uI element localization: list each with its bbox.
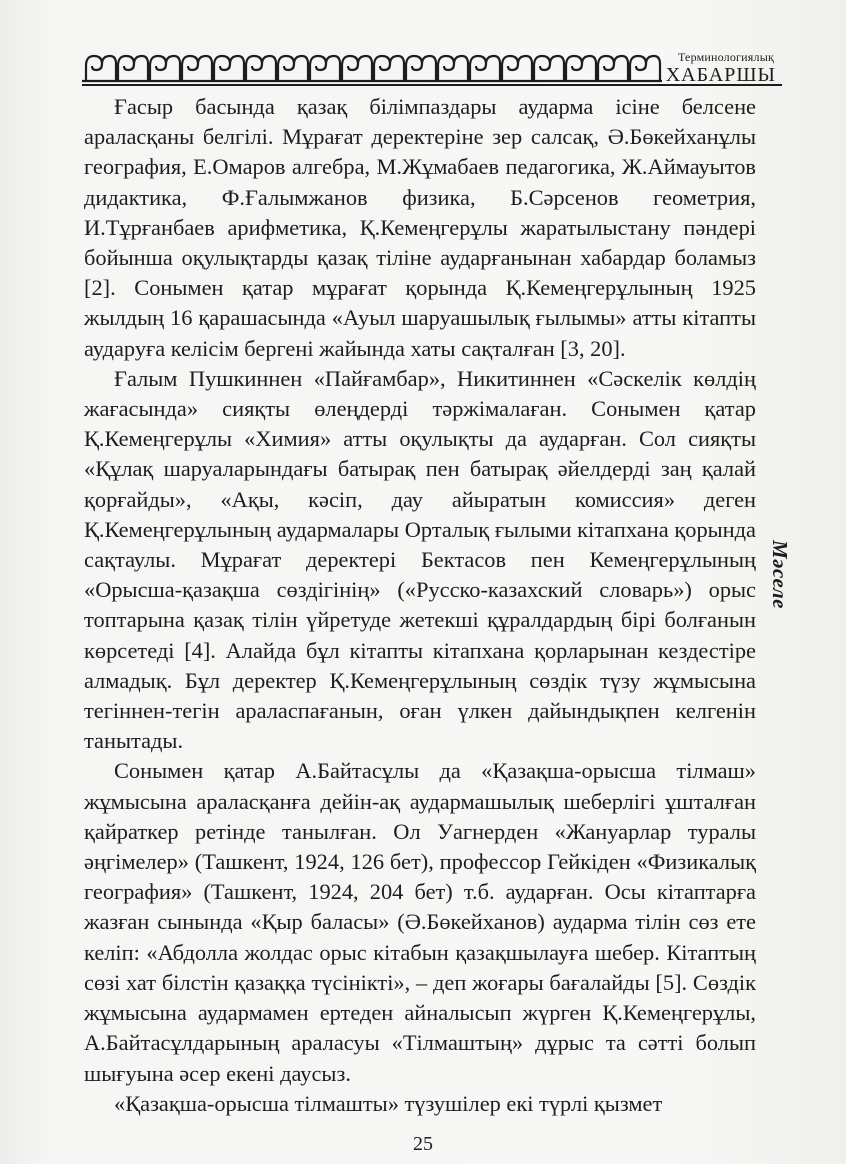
page-number: 25 [413,1133,433,1155]
paragraph: Ғасыр басында қазақ білімпаздары аударма ісіне белсене араласқаны белгілі. Мұрағат деректеріне зер салсақ, Ә.Бөкейханұлы география, Е.Омаров алгебра, М.Жұмабаев педагогика, Ж.Аймауытов дидактика, Ф.Ғалымжанов физика, Б.Сәрсенов геометрия, И.Тұрғанбаев арифметика, Қ.Кемеңгерұлы жаратылыстану пәндері бойынша оқулықтарды қазақ тіліне аударғанынан хабардар боламыз [2]. Сонымен қатар мұрағат қорында Қ.Кемеңгерұлының 1925 жылдың 16 қарашасында «Ауыл шаруашылық ғылымы» атты кітапты аударуға келісім бергені жайында хаты сақталған [3, 20]. [84,94,756,361]
paragraph: Ғалым Пушкиннен «Пайғамбар», Никитиннен «Сәскелік көлдің жағасында» сияқты өлеңдерді тәржімалаған. Сонымен қатар Қ.Кемеңгерұлы «Химия» атты оқулықты да аударған. Сол сияқты «Құлақ шаруаларындағы батырақ пен батырақ әйелдерді заң қалай қорғайды», «Ақы, кәсіп, дау айыратын комиссия» деген Қ.Кемеңгерұлының аудармалары Орталық ғылыми кітапхана қорында сақтаулы. Мұрағат деректері Бектасов пен Кемеңгерұлының «Орысша-қазақша сөздігінің» («Русско-казахский словарь») орыс топтарына қазақ тілін үйретуде жетекші құралдардың бірі болғанын көрсетеді [4]. Алайда бұл кітапты кітапхана қорларынан кездестіре алмадық. Бұл деректер Қ.Кемеңгерұлының сөздік түзу жұмысына тегіннен-тегін араласпағанын, оған үлкен дайындықпен келгенін танытады. [84,365,756,754]
journal-name-small: Терминологиялық [677,50,774,64]
paragraph: Сонымен қатар А.Байтасұлы да «Қазақша-орысша тілмаш» жұмысына араласқанға дейін-ақ аудармашылық шеберлігі ұшталған қайраткер ретінде танылған. Ол Уагнерден «Жануарлар туралы әңгімелер» (Ташкент, 1924, 126 бет), профессор Гейкіден «Физикалық география» (Ташкент, 1924, 204 бет) т.б. аударған. Осы кітаптарға жазған сынында «Қыр баласы» (Ә.Бөкейханов) аударма тілін сөз ете келіп: «Абдолла жолдас орыс кітабын қазақшылауға шебер. Кітаптың сөзі хат білстін қазаққа түсінікті», – деп жоғары бағалайды [5]. Сөздік жұмысына аудармамен ертеден айналысып жүрген Қ.Кемеңгерұлы, А.Байтасұлдарының араласуы «Тілмаштың» дұрыс та сәтті болып шығуына әсер екені даусыз. [84,758,756,1086]
paragraph: «Қазақша-орысша тілмашты» түзушілер екі түрлі қызмет [114,1090,663,1116]
article-body [84,92,756,1119]
scroll-ornament-icon [82,50,662,84]
journal-name: ХАБАРШЫ [665,64,776,86]
section-label: Мәселе [768,540,792,609]
